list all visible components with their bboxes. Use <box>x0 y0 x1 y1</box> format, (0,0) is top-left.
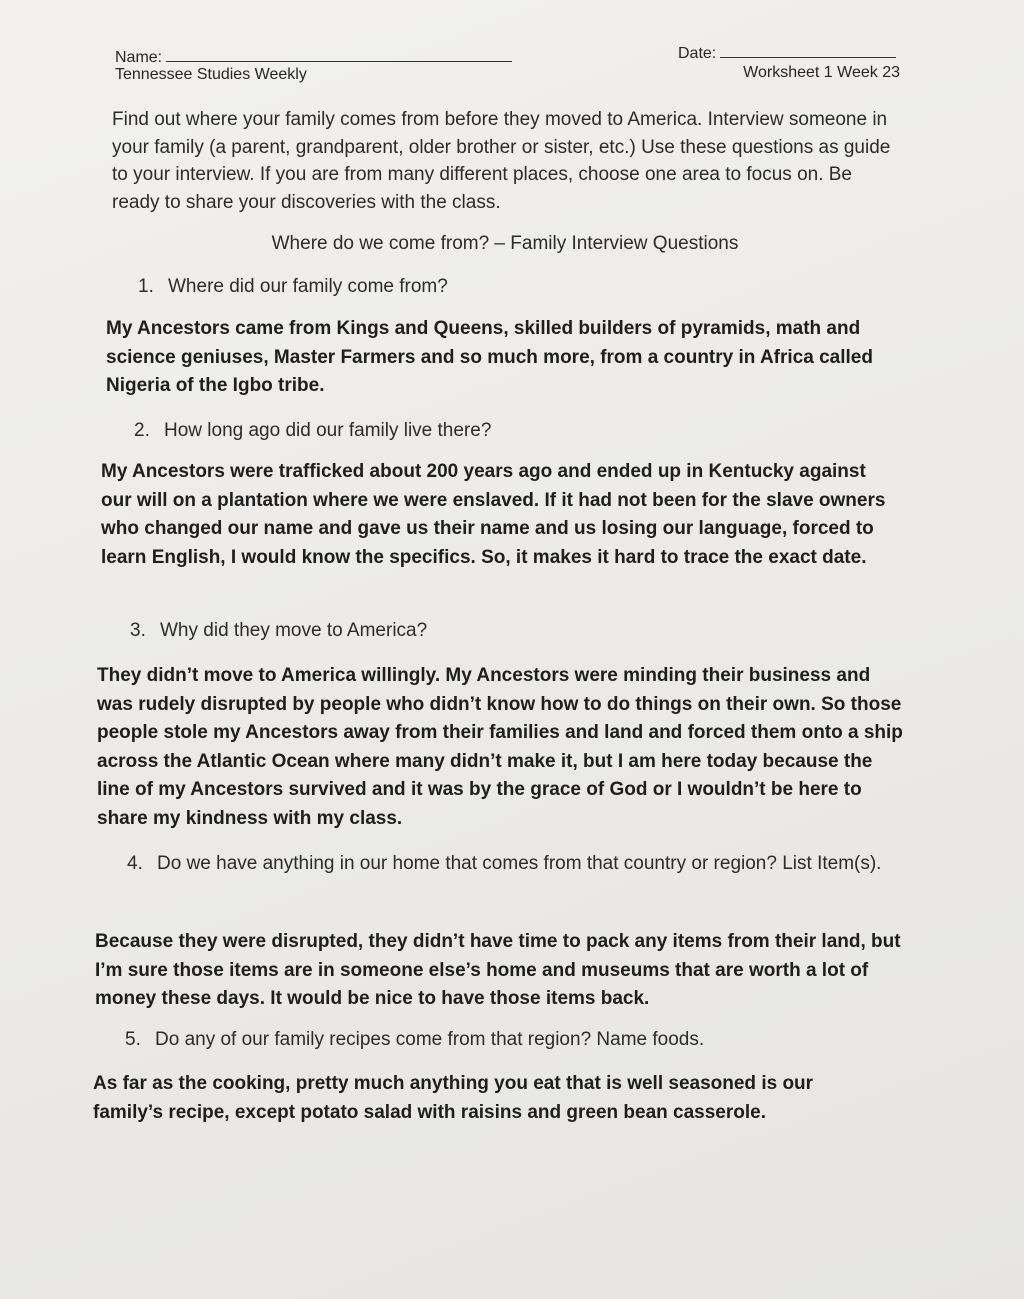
question-4 <box>127 850 897 877</box>
answer-4: Because they were disrupted, they didn’t have time to pack any items from their land, but I’m sure those items are in someone else’s home and museums that are worth a lot of money these days. It would be nice to have those items back. <box>95 931 901 1009</box>
question-number: 1. <box>138 276 154 297</box>
question-2 <box>134 417 491 444</box>
worksheet-label: Worksheet 1 Week 23 <box>743 64 900 81</box>
subject-label: Tennessee Studies Weekly <box>115 66 307 83</box>
worksheet-title: Where do we come from? – Family Interview Questions <box>271 233 739 254</box>
question-3 <box>130 617 427 644</box>
answer-1: My Ancestors came from Kings and Queens, skilled builders of pyramids, math and science geniuses, Master Farmers and so much more, from a country in Africa called Nigeria of the Igbo tribe. <box>106 318 873 396</box>
answer-2: My Ancestors were trafficked about 200 years ago and ended up in Kentucky against our will on a plantation where we were enslaved. If it had not been for the slave owners who changed our name and gave us their name and us losing our language, forced to learn English, I would know the specifics. So, it makes it hard to trace the exact date. <box>101 461 886 568</box>
question-number: 4. <box>127 853 143 874</box>
question-text: Do we have anything in our home that comes from that country or region? List Item(s). <box>157 853 882 874</box>
date-label: Date: <box>678 45 717 62</box>
question-number: 3. <box>130 620 146 641</box>
question-number: 5. <box>125 1029 141 1050</box>
question-1 <box>138 273 448 300</box>
question-5 <box>125 1026 704 1053</box>
question-text: How long ago did our family live there? <box>164 420 492 441</box>
date-blank <box>720 41 896 58</box>
question-number: 2. <box>134 420 150 441</box>
question-text: Do any of our family recipes come from that region? Name foods. <box>155 1029 705 1050</box>
name-blank <box>166 45 512 62</box>
instructions-paragraph: Find out where your family comes from before they moved to America. Interview someone in your family (a parent, grandparent, older brother or sister, etc.) Use these questions as guide to your interview. If you are from many different places, choose one area to focus on. Be ready to share your discoveries with the class. <box>112 109 891 213</box>
answer-3: They didn’t move to America willingly. My Ancestors were minding their business and was rudely disrupted by people who didn’t know how to do things on their own. So those people stole my Ancestors away from their families and land and forced them onto a ship across the Atlantic Ocean where many didn’t make it, but I am here today because the line of my Ancestors survived and it was by the grace of God or I wouldn’t be here to share my kindness with my class. <box>97 665 903 829</box>
name-label: Name: <box>115 49 163 66</box>
answer-5: As far as the cooking, pretty much anything you eat that is well seasoned is our family’s recipe, except potato salad with raisins and green bean casserole. <box>93 1073 814 1123</box>
question-text: Why did they move to America? <box>160 620 428 641</box>
date-line <box>678 41 896 64</box>
question-text: Where did our family come from? <box>168 276 448 297</box>
